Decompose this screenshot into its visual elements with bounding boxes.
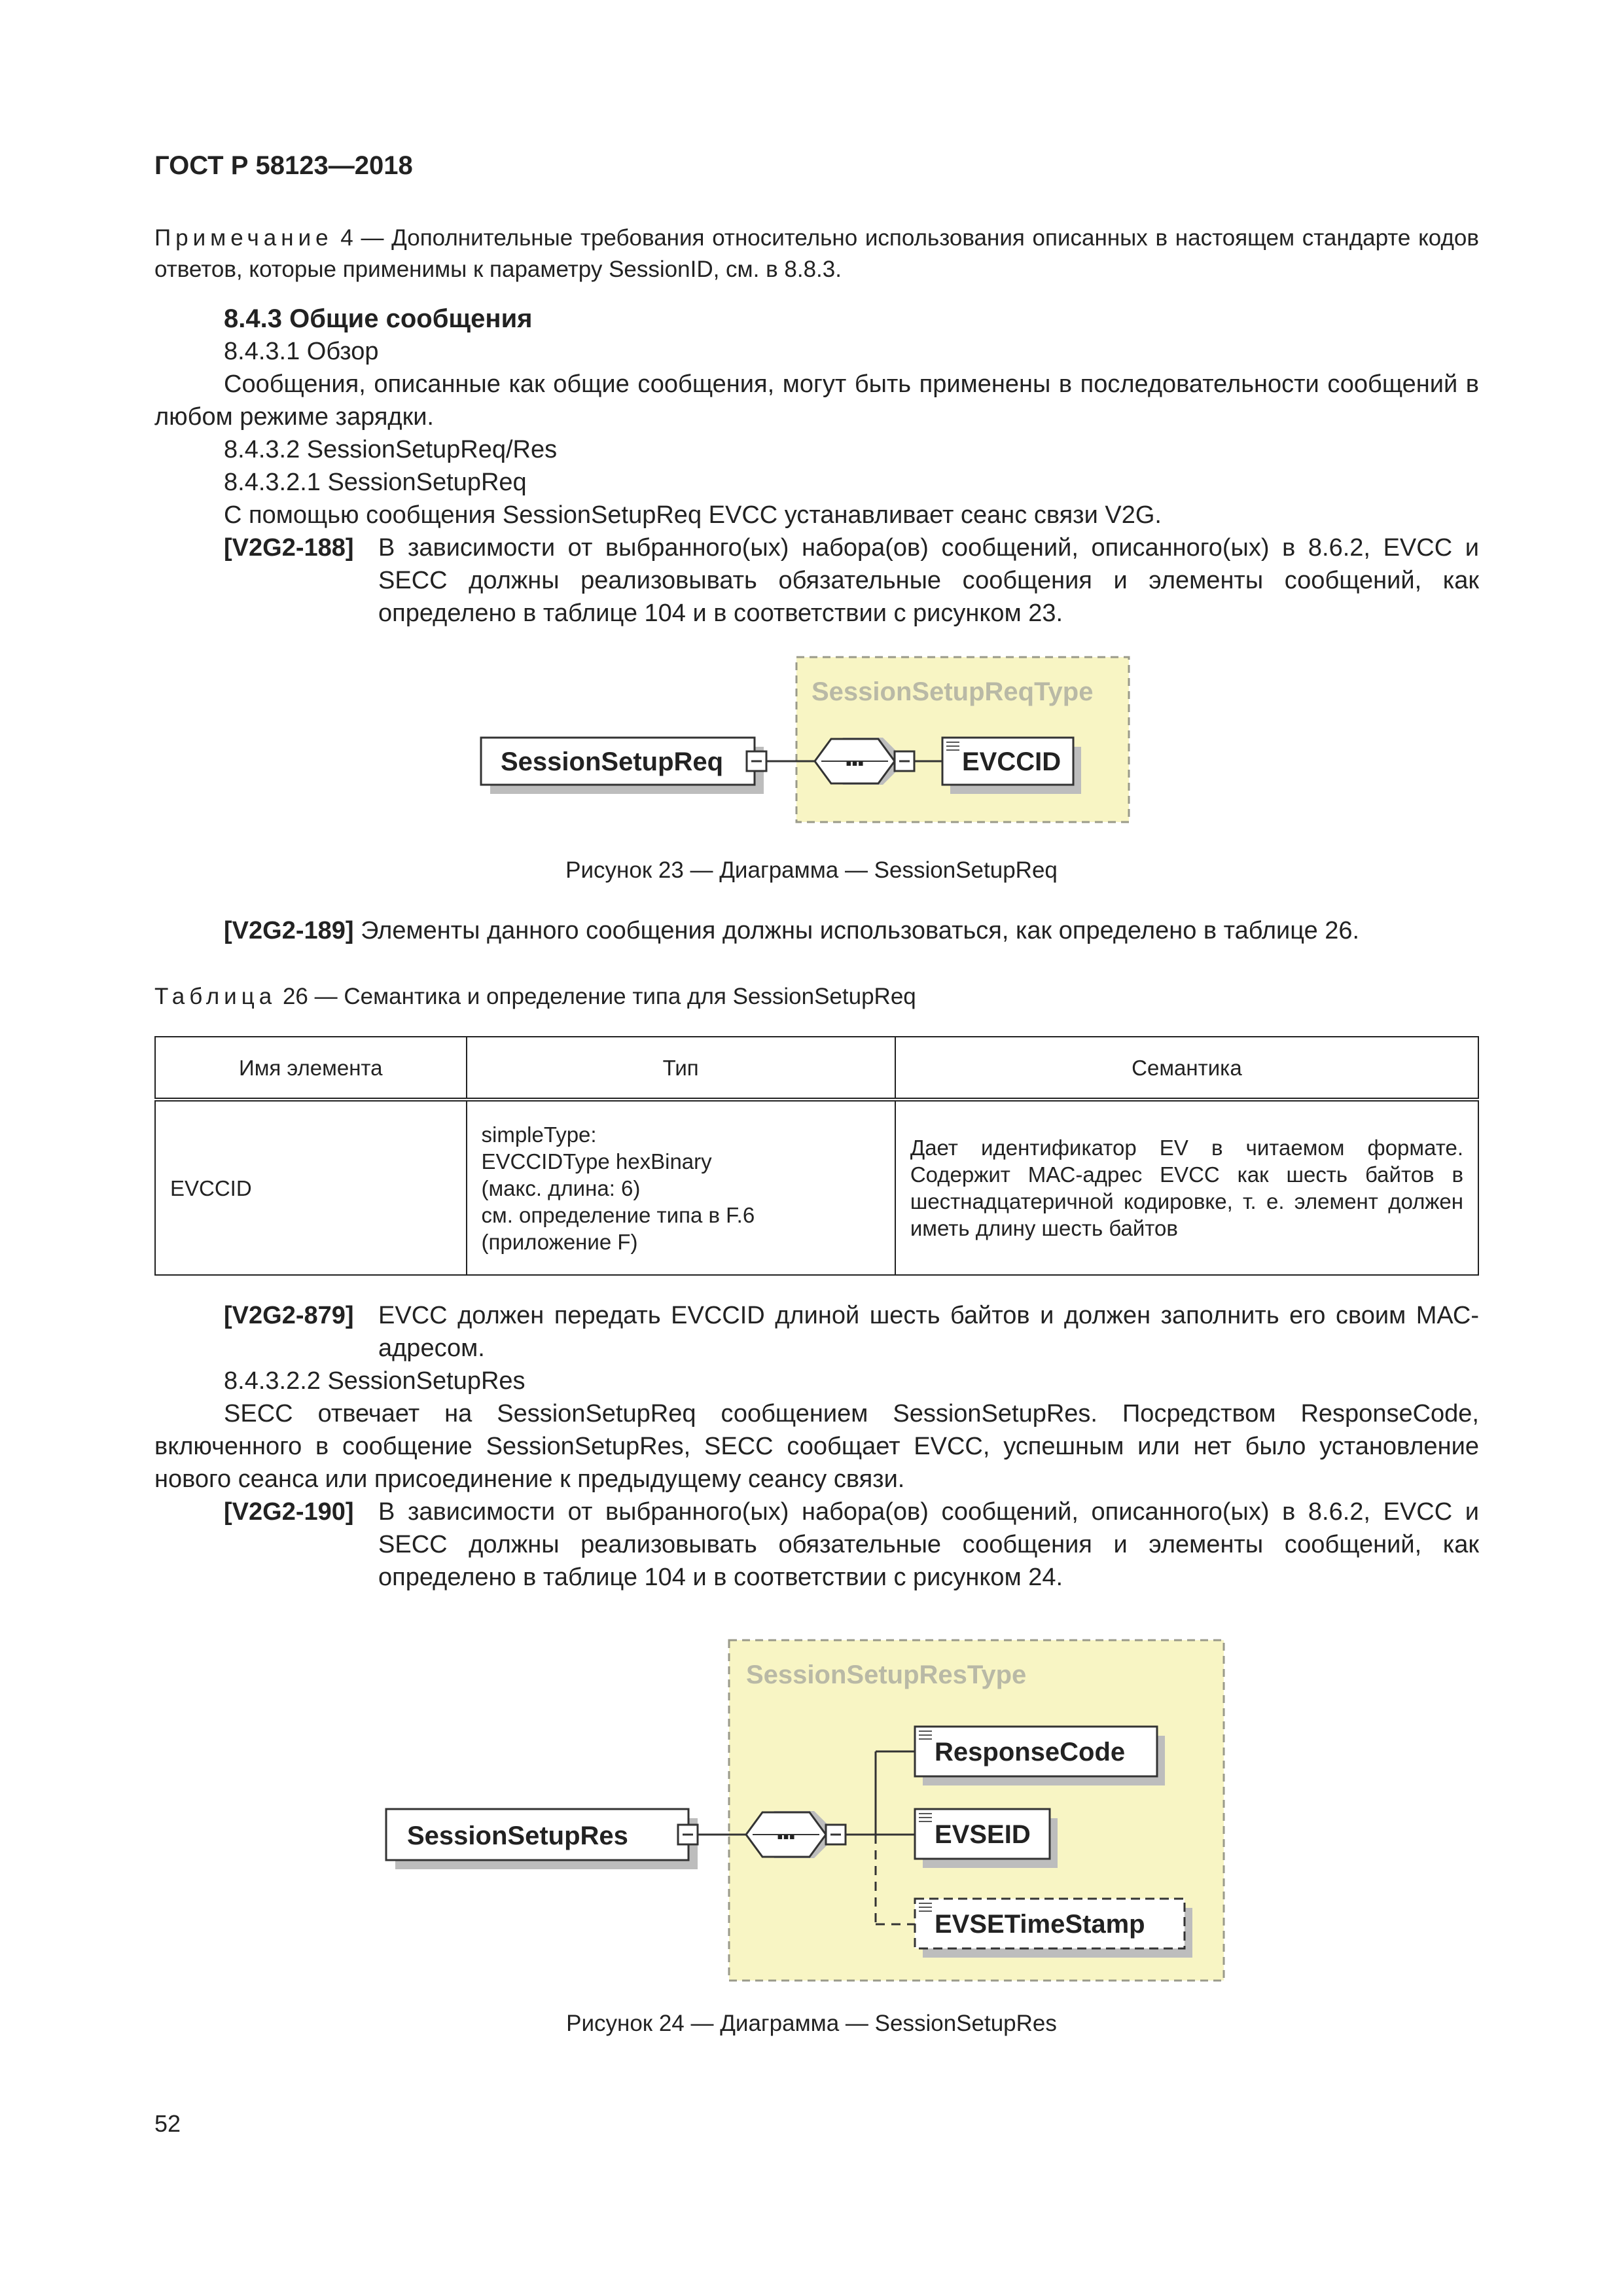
cell-element-name: EVCCID bbox=[155, 1100, 467, 1275]
overview-text: Сообщения, описанные как общие сообщения, могут быть применены в последовательности сообщений в любом режиме зарядки. bbox=[154, 370, 1479, 431]
requirement-text: Элементы данного сообщения должны использоваться, как определено в таблице 26. bbox=[353, 917, 1360, 944]
requirement-text: EVCC должен передать EVCCID длиной шесть байтов и должен заполнить его своим МАС-адресом. bbox=[378, 1302, 1479, 1362]
note-text: 4 — Дополнительные требования относительно использования описанных в настоящем стандарте кодов ответов, которые применимы к параметру SessionID, см. в 8.8.3. bbox=[154, 225, 1479, 282]
note-label: Примечание bbox=[154, 225, 333, 251]
child-label: ResponseCode bbox=[935, 1738, 1126, 1767]
child-label: EVSEID bbox=[935, 1820, 1031, 1849]
requirement-tag: [V2G2-190] bbox=[224, 1498, 354, 1526]
req-text: С помощью сообщения SessionSetupReq EVCC устанавливает сеанс связи V2G. bbox=[224, 501, 1162, 529]
figure-23-caption: Рисунок 23 — Диаграмма — SessionSetupReq bbox=[565, 857, 1058, 883]
child-label: EVCCID bbox=[962, 747, 1061, 776]
root-label: SessionSetupReq bbox=[501, 747, 724, 776]
page-number: 52 bbox=[154, 2110, 181, 2137]
type-label: SessionSetupResType bbox=[746, 1660, 1027, 1689]
cell-type: simpleType: EVCCIDType hexBinary (макс. длина: 6) см. определение типа в F.6 (приложение F) bbox=[467, 1100, 895, 1275]
requirement-text: В зависимости от выбранного(ых) набора(ов) сообщений, описанного(ых) в 8.6.2, EVCC и SECC должны реализовывать обязательные сообщения и элементы сообщений, как определено в таблице 104 и в соответствии с рисунком 24. bbox=[378, 1498, 1479, 1591]
res-heading: 8.4.3.2.2 SessionSetupRes bbox=[224, 1367, 526, 1395]
child-label: EVSETimeStamp bbox=[935, 1910, 1145, 1939]
type-label: SessionSetupReqType bbox=[812, 677, 1094, 706]
requirement-tag: [V2G2-188] bbox=[224, 534, 354, 562]
res-text: SECC отвечает на SessionSetupReq сообщением SessionSetupRes. Посредством ResponseCode, включенного в сообщение SessionSetupRes, SECC сообщает EVCC, успешным или нет было установление нового сеанса или присоединение к предыдущему сеансу связи. bbox=[154, 1400, 1479, 1493]
cell-semantics: Дает идентификатор EV в читаемом формате. Содержит МАС-адрес EVCC как шесть байтов в шестнадцатеричной кодировке, т. е. элемент должен иметь длину шесть байтов bbox=[895, 1100, 1478, 1275]
header-cell: Семантика bbox=[895, 1037, 1478, 1100]
sequence-glyph: ▪▪▪ bbox=[846, 753, 864, 773]
overview-heading: 8.4.3.1 Обзор bbox=[224, 338, 379, 365]
requirement-tag: [V2G2-879] bbox=[224, 1302, 354, 1329]
subsection-heading: 8.4.3.2 SessionSetupReq/Res bbox=[224, 436, 558, 463]
table-caption-text: 26 — Семантика и определение типа для SessionSetupReq bbox=[276, 984, 916, 1009]
header-cell: Имя элемента bbox=[155, 1037, 467, 1100]
figure-24-caption: Рисунок 24 — Диаграмма — SessionSetupRes bbox=[566, 2011, 1057, 2036]
requirement-text: В зависимости от выбранного(ых) набора(ов) сообщений, описанного(ых) в 8.6.2, EVCC и SECC должны реализовывать обязательные сообщения и элементы сообщений, как определено в таблице 104 и в соответствии с рисунком 23. bbox=[378, 534, 1479, 627]
section-heading: 8.4.3 Общие сообщения bbox=[224, 304, 533, 333]
sequence-glyph: ▪▪▪ bbox=[777, 1827, 795, 1846]
header-cell: Тип bbox=[467, 1037, 895, 1100]
document-header: ГОСТ Р 58123—2018 bbox=[154, 151, 413, 180]
requirement-tag: [V2G2-189] bbox=[224, 917, 354, 944]
root-label: SessionSetupRes bbox=[407, 1821, 628, 1850]
req-heading: 8.4.3.2.1 SessionSetupReq bbox=[224, 469, 527, 496]
table-caption-label: Таблица bbox=[154, 984, 277, 1009]
